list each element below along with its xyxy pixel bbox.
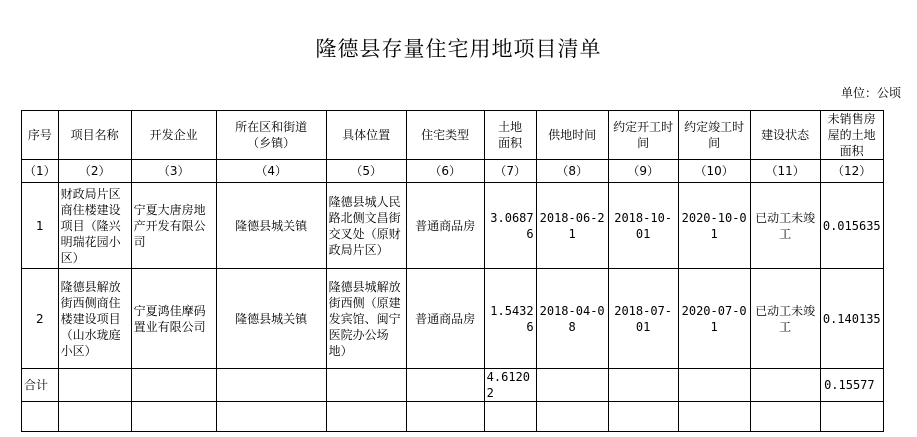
location: 隆德县城解放街西侧（原建发宾馆、闽宁医院办公场地） <box>326 269 406 369</box>
district: 隆德县城关镇 <box>216 183 326 269</box>
column-number-cell: （6） <box>406 160 484 183</box>
header-cell: 项目名称 <box>58 111 131 160</box>
column-number-row <box>22 160 884 183</box>
unsold-area: 0.015635 <box>820 183 883 269</box>
total-unsold-area: 0.15577 <box>820 369 883 402</box>
table-row <box>22 269 884 369</box>
start-date: 2018-07-01 <box>608 269 678 369</box>
empty-cell <box>216 402 326 432</box>
header-cell: 具体位置 <box>326 111 406 160</box>
header-cell: 约定开工时间 <box>608 111 678 160</box>
project-name: 隆德县解放街西侧商住楼建设项目（山水珑庭小区） <box>58 269 131 369</box>
housing-type: 普通商品房 <box>406 183 484 269</box>
empty-cell <box>326 402 406 432</box>
developer: 宁夏鸿佳摩码置业有限公司 <box>131 269 216 369</box>
empty-cell <box>678 369 750 402</box>
empty-cell <box>131 402 216 432</box>
build-status: 已动工未竣工 <box>750 183 820 269</box>
district: 隆德县城关镇 <box>216 269 326 369</box>
header-cell: 供地时间 <box>536 111 608 160</box>
empty-cell <box>750 402 820 432</box>
column-number-cell: （12） <box>820 160 883 183</box>
total-row <box>22 369 884 402</box>
blank-row <box>22 402 884 432</box>
supply-date: 2018-06-21 <box>536 183 608 269</box>
start-date: 2018-10-01 <box>608 183 678 269</box>
column-number-cell: （2） <box>58 160 131 183</box>
empty-cell <box>608 402 678 432</box>
header-cell: 建设状态 <box>750 111 820 160</box>
header-cell: 开发企业 <box>131 111 216 160</box>
land-area: 3.06876 <box>484 183 536 269</box>
header-row <box>22 111 884 160</box>
table-row <box>22 183 884 269</box>
empty-cell <box>406 402 484 432</box>
column-number-cell: （9） <box>608 160 678 183</box>
header-cell: 约定竣工时间 <box>678 111 750 160</box>
empty-cell <box>820 402 883 432</box>
empty-cell <box>406 369 484 402</box>
empty-cell <box>536 402 608 432</box>
column-number-cell: （10） <box>678 160 750 183</box>
completion-date: 2020-07-01 <box>678 269 750 369</box>
empty-cell <box>608 369 678 402</box>
column-number-cell: （7） <box>484 160 536 183</box>
empty-cell <box>326 369 406 402</box>
empty-cell <box>678 402 750 432</box>
empty-cell <box>750 369 820 402</box>
header-cell: 住宅类型 <box>406 111 484 160</box>
total-land-area: 4.61202 <box>484 369 536 402</box>
unsold-area: 0.140135 <box>820 269 883 369</box>
column-number-cell: （4） <box>216 160 326 183</box>
developer: 宁夏大唐房地产开发有限公司 <box>131 183 216 269</box>
empty-cell <box>216 369 326 402</box>
project-name: 财政局片区商住楼建设项目（隆兴明瑞花园小区） <box>58 183 131 269</box>
column-number-cell: （8） <box>536 160 608 183</box>
column-number-cell: （11） <box>750 160 820 183</box>
empty-cell <box>58 402 131 432</box>
unit-label: 单位：公顷 <box>840 86 901 100</box>
land-project-table <box>21 110 884 432</box>
header-cell: 土地面积 <box>484 111 536 160</box>
row-number: 2 <box>22 269 59 369</box>
empty-cell <box>131 369 216 402</box>
empty-cell <box>22 402 59 432</box>
column-number-cell: （3） <box>131 160 216 183</box>
row-number: 1 <box>22 183 59 269</box>
column-number-cell: （1） <box>22 160 59 183</box>
header-cell: 所在区和街道（乡镇） <box>216 111 326 160</box>
header-cell: 序号 <box>22 111 59 160</box>
empty-cell <box>536 369 608 402</box>
completion-date: 2020-10-01 <box>678 183 750 269</box>
build-status: 已动工未竣工 <box>750 269 820 369</box>
column-number-cell: （5） <box>326 160 406 183</box>
empty-cell <box>58 369 131 402</box>
land-area: 1.54326 <box>484 269 536 369</box>
empty-cell <box>484 402 536 432</box>
total-label: 合计 <box>22 369 59 402</box>
housing-type: 普通商品房 <box>406 269 484 369</box>
document-title: 隆德县存量住宅用地项目清单 <box>315 37 602 61</box>
header-cell: 未销售房屋的土地面积 <box>820 111 883 160</box>
supply-date: 2018-04-08 <box>536 269 608 369</box>
location: 隆德县城人民路北侧文昌街交叉处（原财政局片区） <box>326 183 406 269</box>
